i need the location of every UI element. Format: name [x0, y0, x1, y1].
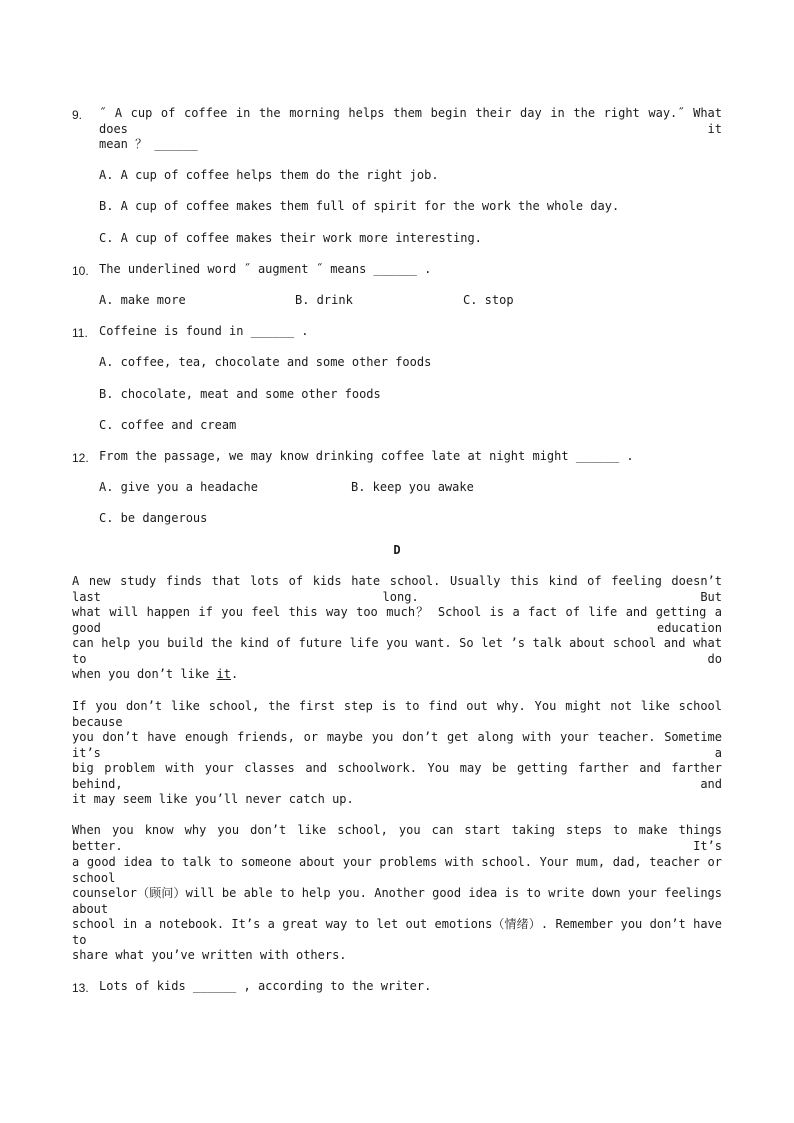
question-11-text: Coffeine is found in ______ .: [99, 324, 309, 338]
passage-p1-line3: can help you build the kind of future life you want. So let ’s talk about school and what to do: [72, 636, 722, 666]
passage-p3-line3: counselor（顾问）will be able to help you. Another good idea is to write down your feelings about: [72, 886, 722, 916]
question-9-number: 9.: [72, 108, 83, 122]
question-12-option-a: A. give you a headache: [99, 480, 258, 494]
question-11-number: 11.: [72, 326, 88, 340]
question-12-text: From the passage, we may know drinking coffee late at night might ______ .: [99, 449, 634, 463]
underlined-word: it: [216, 667, 231, 681]
passage-p3-line1: When you know why you don’t like school, you can start taking steps to make things better. It’s: [72, 823, 722, 853]
passage-p3-line5: share what you’ve written with others.: [72, 948, 347, 962]
passage-p1-line4-text: when you don’t like: [72, 667, 217, 681]
question-10-number: 10.: [72, 264, 89, 278]
passage-p3-line4: school in a notebook. It’s a great way to let out emotions（情绪）. Remember you don’t have to: [72, 917, 722, 947]
passage-p1-line1: A new study finds that lots of kids hate school. Usually this kind of feeling doesn’t last long. But: [72, 574, 722, 604]
passage-p3-line2: a good idea to talk to someone about your problems with school. Your mum, dad, teacher or school: [72, 855, 722, 885]
question-10-option-b: B. drink: [295, 293, 353, 307]
question-12-number: 12.: [72, 451, 89, 465]
passage-p2-line1: If you don’t like school, the first step is to find out why. You might not like school because: [72, 699, 722, 729]
passage-p2-line3: big problem with your classes and schoolwork. You may be getting farther and farther behind, and: [72, 761, 722, 791]
question-11-option-b: B. chocolate, meat and some other foods: [99, 387, 381, 401]
question-9-text-line2: mean ？ ______: [99, 137, 198, 151]
section-heading: D: [393, 543, 401, 557]
passage-p1-line4-end: .: [230, 667, 239, 681]
passage-p2-line4: it may seem like you’ll never catch up.: [72, 792, 354, 806]
question-11-option-a: A. coffee, tea, chocolate and some other foods: [99, 355, 432, 369]
passage-p1-line2: what will happen if you feel this way too much？ School is a fact of life and getting a good education: [72, 605, 722, 635]
question-11-option-c: C. coffee and cream: [99, 418, 237, 432]
question-10-option-c: C. stop: [463, 293, 514, 307]
question-13-text: Lots of kids ______ , according to the writer.: [99, 979, 432, 993]
question-12-option-c: C. be dangerous: [99, 511, 208, 525]
question-9-option-c: C. A cup of coffee makes their work more interesting.: [99, 231, 482, 245]
question-9-option-b: B. A cup of coffee makes them full of spirit for the work the whole day.: [99, 199, 620, 213]
question-9-text-line1: ˝ A cup of coffee in the morning helps them begin their day in the right way.˝ What does it: [99, 106, 722, 136]
question-13-number: 13.: [72, 981, 89, 995]
question-10-text: The underlined word ˝ augment ˝ means ______ .: [99, 262, 432, 276]
question-10-option-a: A. make more: [99, 293, 186, 307]
question-9-option-a: A. A cup of coffee helps them do the right job.: [99, 168, 439, 182]
passage-p2-line2: you don’t have enough friends, or maybe you don’t get along with your teacher. Sometime it’s a: [72, 730, 722, 760]
question-12-option-b: B. keep you awake: [351, 480, 474, 494]
passage-p1-line4: [72, 666, 238, 682]
